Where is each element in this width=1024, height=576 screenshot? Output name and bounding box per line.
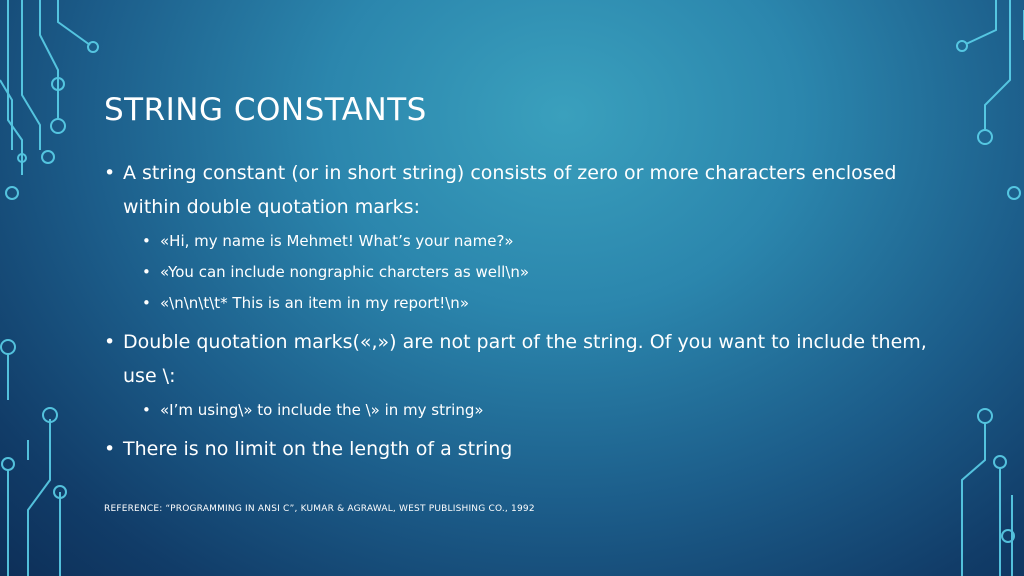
sub-bullet-1-2: • «You can include nongraphic charcters as well\n» — [142, 257, 934, 288]
bullet-1-subitems — [104, 226, 934, 319]
sub-bullet-2-1: • «I’m using\» to include the \» in my string» — [142, 395, 934, 426]
sub-bullet-1-3: • «\n\n\t\t* This is an item in my report!\n» — [142, 288, 934, 319]
bullet-2-subitems — [104, 395, 934, 426]
bullet-3: • There is no limit on the length of a string — [104, 432, 934, 466]
sub-bullet-1-1: • «Hi, my name is Mehmet! What’s your name?» — [142, 226, 934, 257]
reference-note: REFERENCE: “PROGRAMMING IN ANSI C”, KUMAR & AGRAWAL, WEST PUBLISHING CO., 1992 — [104, 504, 535, 514]
bullet-2: • Double quotation marks(«,») are not part of the string. Of you want to include them, use \: — [104, 325, 934, 393]
slide-title: STRING CONSTANTS — [104, 92, 427, 128]
slide-content — [104, 156, 934, 466]
bullet-1: • A string constant (or in short string) consists of zero or more characters enclosed within double quotation marks: — [104, 156, 934, 224]
